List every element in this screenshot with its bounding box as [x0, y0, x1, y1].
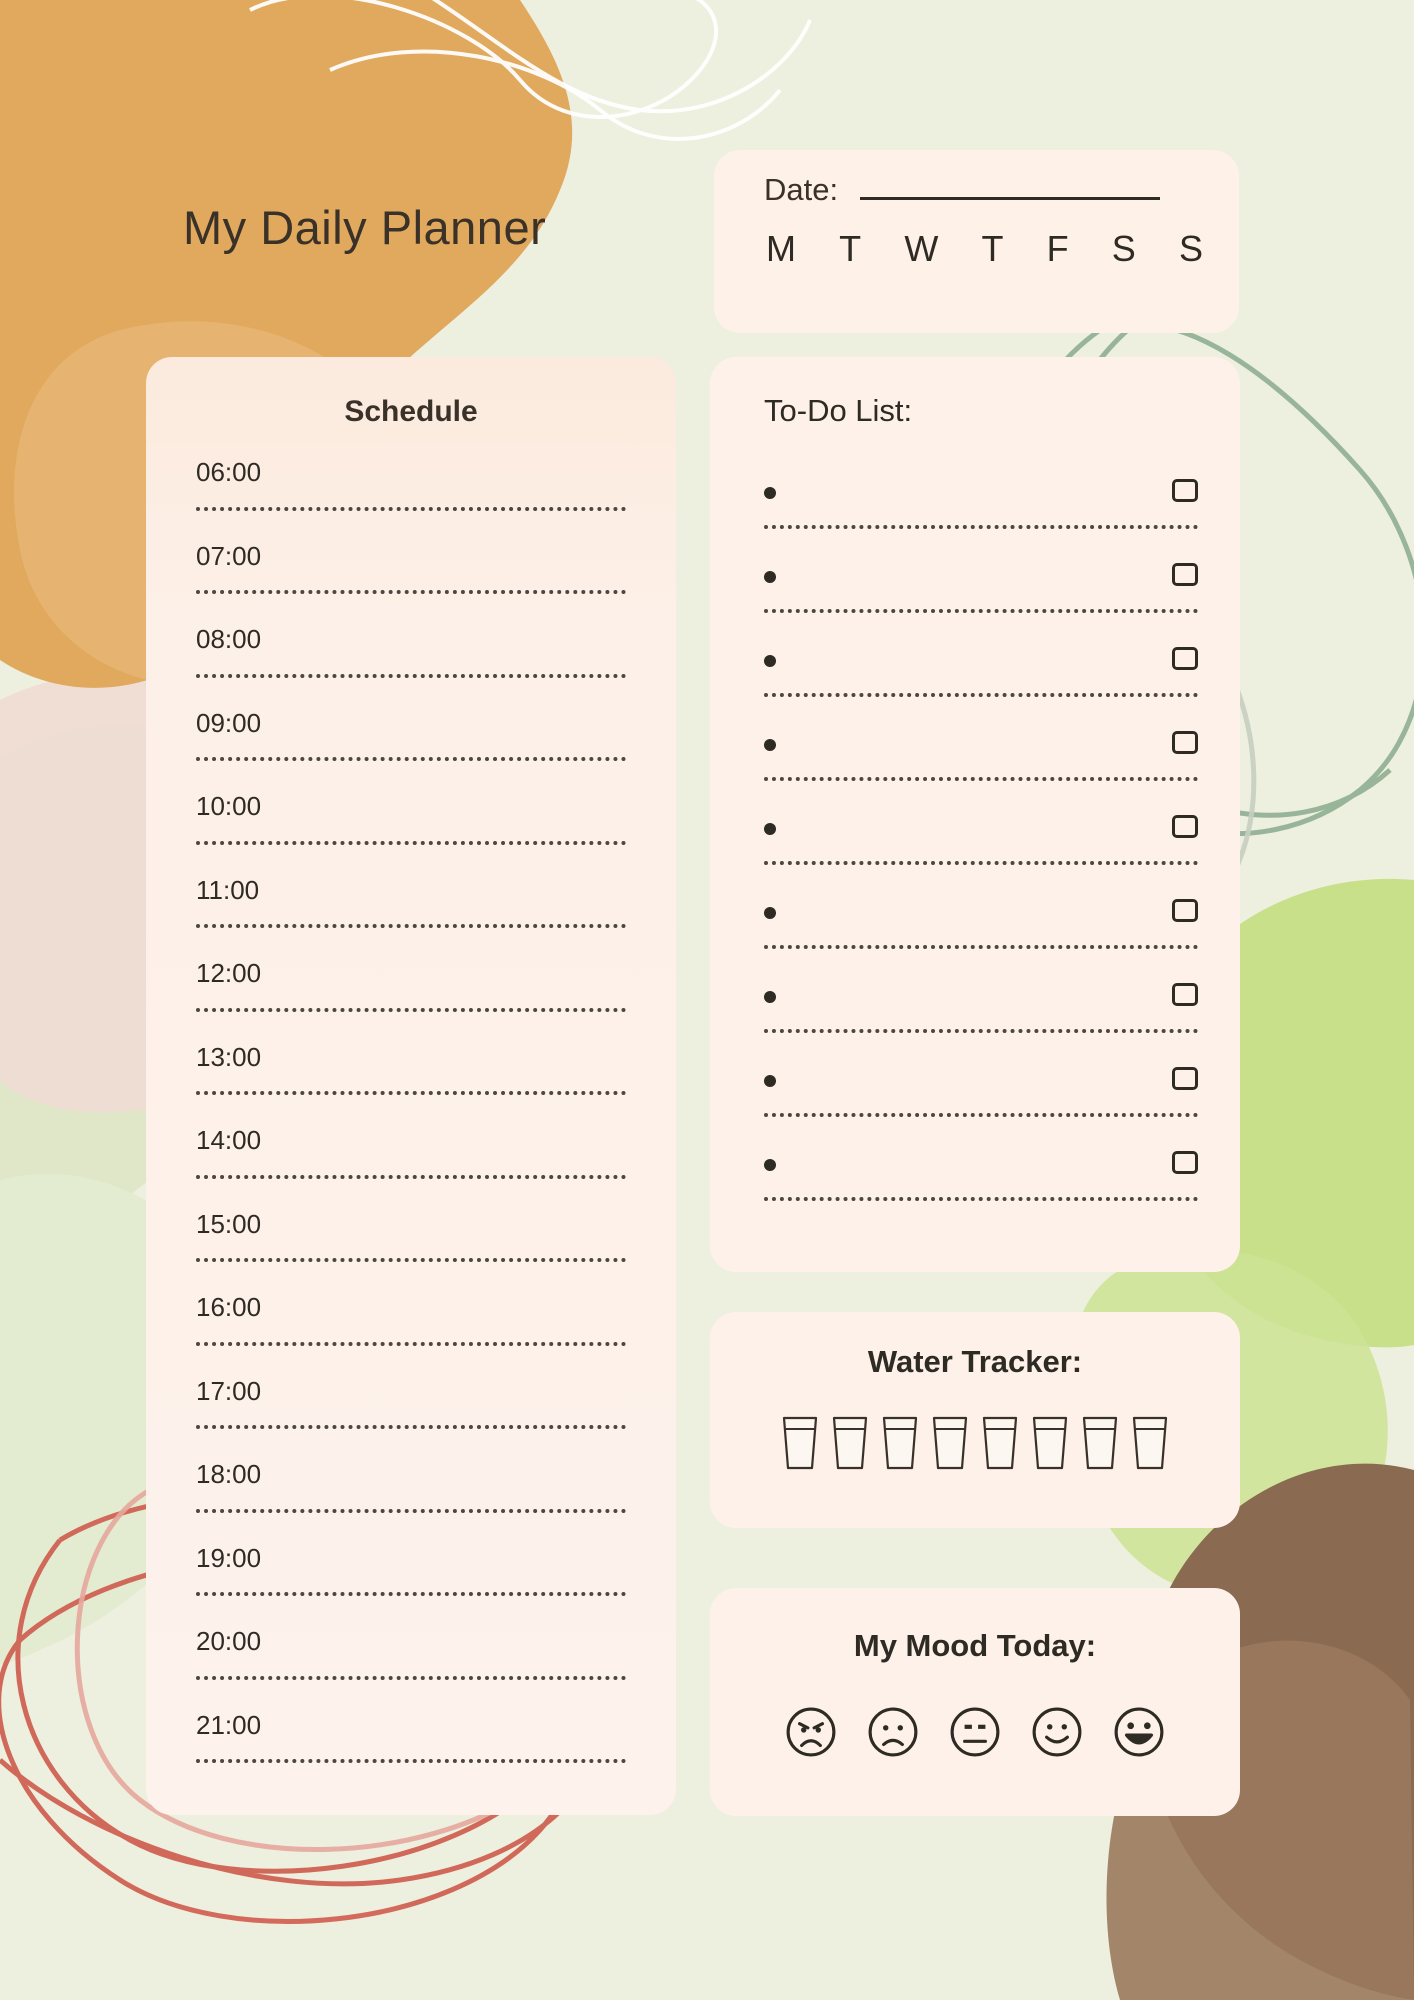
bullet-icon [764, 1159, 776, 1171]
schedule-slot-writing-line[interactable] [196, 757, 626, 761]
mood-title: My Mood Today: [853, 1628, 1097, 1663]
mood-face-happy[interactable] [1031, 1706, 1083, 1763]
schedule-slot-time: 19:00 [196, 1542, 262, 1573]
water-glass-icon[interactable] [1128, 1412, 1172, 1479]
todo-item[interactable] [764, 797, 1198, 881]
schedule-slot-writing-line[interactable] [196, 1759, 626, 1763]
todo-writing-line[interactable] [764, 861, 1198, 865]
todo-item[interactable] [764, 1133, 1198, 1217]
water-glass-icon[interactable] [828, 1412, 872, 1479]
schedule-card [146, 357, 676, 1815]
schedule-slot[interactable] [196, 616, 626, 700]
schedule-slot[interactable] [196, 1117, 626, 1201]
schedule-slot[interactable] [196, 783, 626, 867]
water-glass-icon[interactable] [878, 1412, 922, 1479]
schedule-slot-time: 13:00 [196, 1041, 262, 1072]
bullet-icon [764, 823, 776, 835]
water-tracker-title: Water Tracker: [867, 1344, 1083, 1379]
schedule-slot[interactable] [196, 1284, 626, 1368]
weekday-wednesday[interactable]: W [904, 228, 939, 269]
todo-item[interactable] [764, 461, 1198, 545]
checkbox-icon[interactable] [1172, 731, 1198, 754]
todo-card [710, 357, 1240, 1272]
todo-title: To-Do List: [764, 393, 913, 428]
schedule-slot-writing-line[interactable] [196, 1509, 626, 1513]
mood-card [710, 1588, 1240, 1816]
weekday-saturday[interactable]: S [1111, 228, 1136, 269]
schedule-slot-time: 06:00 [196, 457, 262, 487]
schedule-slot[interactable] [196, 950, 626, 1034]
weekday-sunday[interactable]: S [1178, 228, 1203, 269]
schedule-slot[interactable] [196, 1535, 626, 1619]
mood-face-very-sad[interactable] [785, 1706, 837, 1763]
schedule-slot-time: 11:00 [196, 874, 260, 905]
checkbox-icon[interactable] [1172, 899, 1198, 922]
checkbox-icon[interactable] [1172, 647, 1198, 670]
schedule-slot-writing-line[interactable] [196, 1425, 626, 1429]
todo-item[interactable] [764, 713, 1198, 797]
todo-item[interactable] [764, 1049, 1198, 1133]
todo-writing-line[interactable] [764, 525, 1198, 529]
schedule-slot-writing-line[interactable] [196, 674, 626, 678]
checkbox-icon[interactable] [1172, 1067, 1198, 1090]
schedule-slot-writing-line[interactable] [196, 1676, 626, 1680]
schedule-slot-time: 09:00 [196, 707, 262, 738]
todo-writing-line[interactable] [764, 1113, 1198, 1117]
schedule-slot-time: 21:00 [196, 1709, 262, 1740]
schedule-slot[interactable] [196, 867, 626, 951]
schedule-slot-time: 10:00 [196, 791, 262, 821]
schedule-slot[interactable] [196, 533, 626, 617]
schedule-slot-time: 08:00 [196, 624, 262, 654]
schedule-slot-writing-line[interactable] [196, 1592, 626, 1596]
water-glass-icon[interactable] [928, 1412, 972, 1479]
date-row [764, 172, 1160, 208]
schedule-slot[interactable] [196, 1368, 626, 1452]
todo-writing-line[interactable] [764, 945, 1198, 949]
todo-writing-line[interactable] [764, 1197, 1198, 1201]
weekday-selector [766, 228, 1203, 270]
bullet-icon [764, 571, 776, 583]
mood-face-sad[interactable] [867, 1706, 919, 1763]
checkbox-icon[interactable] [1172, 815, 1198, 838]
schedule-slot-writing-line[interactable] [196, 507, 626, 511]
schedule-slot-writing-line[interactable] [196, 1175, 626, 1179]
weekday-tuesday[interactable]: T [839, 228, 862, 269]
schedule-slot[interactable] [196, 449, 626, 533]
checkbox-icon[interactable] [1172, 983, 1198, 1006]
mood-face-row [710, 1706, 1240, 1763]
schedule-slot-time: 07:00 [196, 540, 262, 571]
todo-item[interactable] [764, 545, 1198, 629]
water-glass-icon[interactable] [978, 1412, 1022, 1479]
todo-list [764, 461, 1198, 1217]
bullet-icon [764, 487, 776, 499]
todo-writing-line[interactable] [764, 609, 1198, 613]
todo-writing-line[interactable] [764, 693, 1198, 697]
schedule-slot[interactable] [196, 1451, 626, 1535]
water-glass-icon[interactable] [778, 1412, 822, 1479]
weekday-thursday[interactable]: T [981, 228, 1004, 269]
todo-item[interactable] [764, 629, 1198, 713]
bullet-icon [764, 739, 776, 751]
todo-item[interactable] [764, 965, 1198, 1049]
schedule-slot-writing-line[interactable] [196, 1091, 626, 1095]
todo-writing-line[interactable] [764, 1029, 1198, 1033]
weekday-monday[interactable]: M [766, 228, 796, 269]
schedule-slot-writing-line[interactable] [196, 924, 626, 928]
checkbox-icon[interactable] [1172, 479, 1198, 502]
schedule-slot[interactable] [196, 700, 626, 784]
water-glass-row [710, 1412, 1240, 1479]
bullet-icon [764, 907, 776, 919]
bullet-icon [764, 655, 776, 667]
bullet-icon [764, 1075, 776, 1087]
schedule-slot-time: 12:00 [196, 958, 262, 988]
page-title: My Daily Planner [183, 201, 547, 254]
date-input-line[interactable] [860, 197, 1160, 200]
schedule-list [196, 449, 626, 1785]
schedule-slot-writing-line[interactable] [196, 590, 626, 594]
checkbox-icon[interactable] [1172, 1151, 1198, 1174]
todo-writing-line[interactable] [764, 777, 1198, 781]
schedule-slot-time: 20:00 [196, 1626, 262, 1656]
schedule-slot-writing-line[interactable] [196, 1008, 626, 1012]
date-card [714, 150, 1239, 333]
schedule-slot-writing-line[interactable] [196, 841, 626, 845]
schedule-slot-time: 17:00 [196, 1375, 262, 1406]
schedule-slot-time: 14:00 [196, 1125, 262, 1155]
schedule-slot-writing-line[interactable] [196, 1258, 626, 1262]
water-glass-icon[interactable] [1028, 1412, 1072, 1479]
mood-face-very-happy[interactable] [1113, 1706, 1165, 1763]
schedule-slot-writing-line[interactable] [196, 1342, 626, 1346]
todo-item[interactable] [764, 881, 1198, 965]
schedule-slot[interactable] [196, 1034, 626, 1118]
bullet-icon [764, 991, 776, 1003]
schedule-slot-time: 16:00 [196, 1292, 262, 1322]
schedule-slot-time: 18:00 [196, 1459, 262, 1489]
mood-face-neutral[interactable] [949, 1706, 1001, 1763]
schedule-slot-time: 15:00 [196, 1208, 262, 1239]
date-label: Date: [764, 172, 839, 207]
schedule-slot[interactable] [196, 1702, 626, 1786]
checkbox-icon[interactable] [1172, 563, 1198, 586]
water-tracker-card [710, 1312, 1240, 1528]
water-glass-icon[interactable] [1078, 1412, 1122, 1479]
schedule-slot[interactable] [196, 1201, 626, 1285]
schedule-slot[interactable] [196, 1618, 626, 1702]
weekday-friday[interactable]: F [1046, 228, 1069, 269]
schedule-title: Schedule [344, 395, 478, 428]
